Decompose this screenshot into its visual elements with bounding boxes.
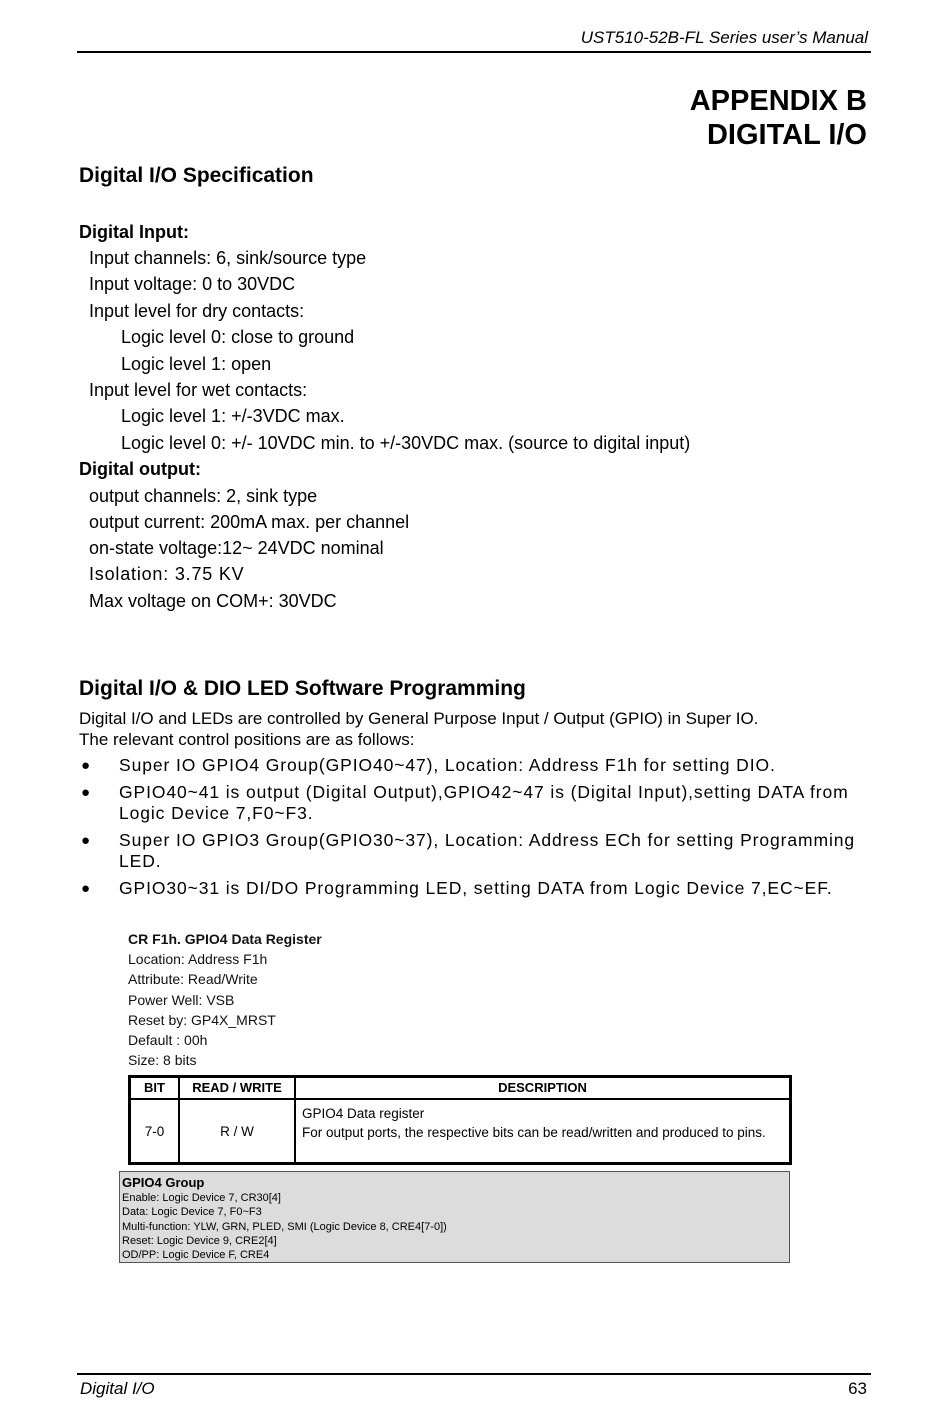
list-item xyxy=(79,830,879,872)
register-line: Size: 8 bits xyxy=(128,1052,197,1069)
table-header-bit: BIT xyxy=(131,1078,180,1100)
table-header-rw: READ / WRITE xyxy=(180,1078,296,1100)
footer-divider xyxy=(77,1373,871,1375)
bullet-icon: ● xyxy=(81,880,91,897)
header-divider xyxy=(77,51,871,53)
list-item xyxy=(79,755,879,776)
table-cell-rw: R / W xyxy=(180,1100,296,1162)
register-info xyxy=(128,929,322,1070)
description-line: For output ports, the respective bits can be read/written and produced to pins. xyxy=(302,1125,766,1140)
register-line: Default : 00h xyxy=(128,1032,208,1049)
programming-heading: Digital I/O & DIO LED Software Programming xyxy=(79,677,526,700)
input-line: Logic level 0: close to ground xyxy=(121,327,355,347)
programming-bullets xyxy=(79,755,879,905)
appendix-subtitle: DIGITAL I/O xyxy=(706,119,867,151)
table-cell-bit: 7-0 xyxy=(131,1100,180,1162)
register-table xyxy=(128,1075,792,1165)
input-line: Input level for wet contacts: xyxy=(89,380,308,400)
output-line: output current: 200mA max. per channel xyxy=(89,512,410,532)
gpio-group-box xyxy=(119,1171,790,1263)
input-line: Logic level 1: open xyxy=(121,354,272,374)
list-item xyxy=(79,782,879,824)
register-line: Reset by: GP4X_MRST xyxy=(128,1011,276,1028)
footer-section-title: Digital I/O xyxy=(80,1379,155,1398)
register-line: Power Well: VSB xyxy=(128,991,235,1008)
gpio-group-line: Enable: Logic Device 7, CR30[4] xyxy=(122,1192,281,1204)
table-cell-description xyxy=(296,1100,789,1162)
intro-line: The relevant control positions are as follows: xyxy=(79,730,415,749)
intro-line: Digital I/O and LEDs are controlled by General Purpose Input / Output (GPIO) in Super IO. xyxy=(79,709,759,728)
running-header: UST510-52B-FL Series user’s Manual xyxy=(580,28,868,47)
input-line: Input channels: 6, sink/source type xyxy=(89,248,367,268)
digital-output-title: Digital output: xyxy=(79,459,201,479)
programming-intro xyxy=(79,708,879,750)
input-line: Logic level 1: +/-3VDC max. xyxy=(121,406,345,426)
output-line: Isolation: 3.75 KV xyxy=(89,564,245,584)
register-line: Attribute: Read/Write xyxy=(128,971,258,988)
gpio-group-line: OD/PP: Logic Device F, CRE4 xyxy=(122,1249,270,1262)
gpio-group-title: GPIO4 Group xyxy=(122,1175,205,1190)
bullet-text: GPIO30~31 is DI/DO Programming LED, setting DATA from Logic Device 7,EC~EF. xyxy=(119,878,833,898)
output-line: on-state voltage:12~ 24VDC nominal xyxy=(89,538,384,558)
description-line: GPIO4 Data register xyxy=(302,1106,425,1121)
bullet-text: GPIO40~41 is output (Digital Output),GPIO42~47 is (Digital Input),setting DATA from Logic Device 7,F0~F3. xyxy=(119,782,849,823)
appendix-label: APPENDIX B xyxy=(689,85,867,117)
input-line: Input voltage: 0 to 30VDC xyxy=(89,274,296,294)
gpio-group-line: Reset: Logic Device 9, CRE2[4] xyxy=(122,1234,277,1247)
input-line: Logic level 0: +/- 10VDC min. to +/-30VDC max. (source to digital input) xyxy=(121,433,691,453)
register-title: CR F1h. GPIO4 Data Register xyxy=(128,931,322,947)
page-number: 63 xyxy=(848,1379,867,1398)
bullet-icon: ● xyxy=(81,832,91,849)
register-line: Location: Address F1h xyxy=(128,951,268,968)
gpio-group-line: Multi-function: YLW, GRN, PLED, SMI (Logic Device 8, CRE4[7-0]) xyxy=(122,1220,447,1233)
bullet-icon: ● xyxy=(81,784,91,801)
table-header-description: DESCRIPTION xyxy=(296,1078,789,1100)
gpio-group-line: Data: Logic Device 7, F0~F3 xyxy=(122,1206,262,1219)
output-line: Max voltage on COM+: 30VDC xyxy=(89,591,337,611)
bullet-text: Super IO GPIO4 Group(GPIO40~47), Location: Address F1h for setting DIO. xyxy=(119,755,776,775)
list-item xyxy=(79,878,879,899)
digital-input-title: Digital Input: xyxy=(79,222,189,242)
output-line: output channels: 2, sink type xyxy=(89,486,318,506)
bullet-text: Super IO GPIO3 Group(GPIO30~37), Location: Address ECh for setting Programming LED. xyxy=(119,830,856,871)
appendix-title xyxy=(690,84,867,152)
input-line: Input level for dry contacts: xyxy=(89,301,305,321)
spec-heading: Digital I/O Specification xyxy=(79,164,314,187)
bullet-icon: ● xyxy=(81,757,91,774)
